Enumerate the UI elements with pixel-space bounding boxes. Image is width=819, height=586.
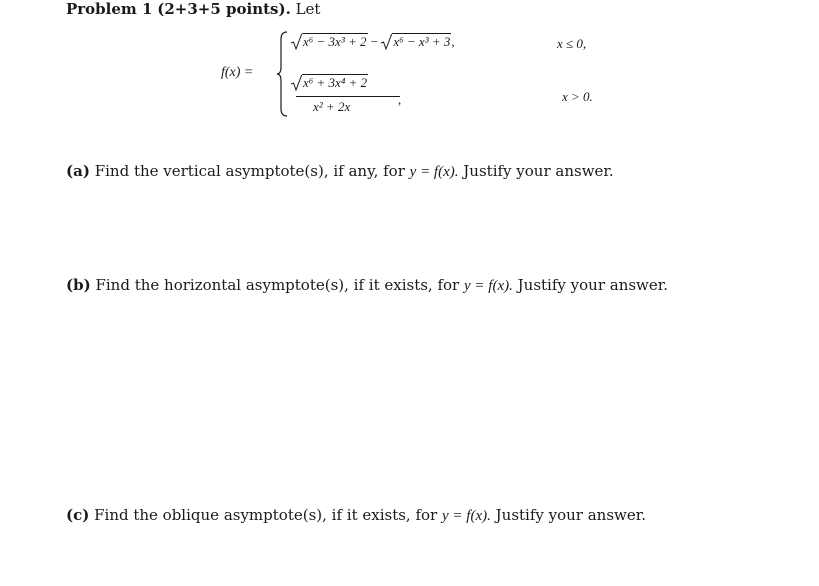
- part-b-question: [66, 276, 668, 295]
- piece-1-expression: [291, 33, 455, 50]
- piece-1-condition: x ≤ 0,: [557, 36, 587, 51]
- piece-2-denominator: x² + 2x: [313, 99, 351, 114]
- problem-label: Problem 1: [66, 0, 153, 18]
- part-c-question: [66, 506, 646, 525]
- problem-lead: Let: [295, 0, 321, 18]
- radical-icon: [291, 75, 302, 91]
- part-c-justify: Justify your answer.: [495, 506, 647, 524]
- part-a-justify: Justify your answer.: [463, 162, 614, 180]
- radicand-b: x⁶ − x³ + 3: [393, 34, 451, 49]
- radical-icon: [381, 34, 392, 50]
- problem-points: (2+3+5 points).: [157, 0, 291, 18]
- sqrt-term-b: [381, 33, 451, 50]
- sqrt-term-a: [291, 33, 368, 50]
- part-c-equation: y = f(x).: [442, 508, 491, 524]
- sqrt-numerator: [291, 74, 368, 91]
- piece-1-comma: ,: [451, 34, 455, 49]
- part-a-question: [66, 162, 614, 181]
- part-b-equation: y = f(x).: [464, 278, 513, 294]
- part-b-text: Find the horizontal asymptote(s), if it exists, for: [95, 276, 460, 294]
- minus-sign: −: [370, 34, 379, 49]
- part-c-label: (c): [66, 506, 90, 524]
- radicand-a: x⁶ − 3x³ + 2: [303, 34, 367, 49]
- part-a-label: (a): [66, 162, 90, 180]
- piece-2-numerator: [291, 74, 368, 91]
- radical-icon: [291, 34, 302, 50]
- radicand-numerator: x⁶ + 3x⁴ + 2: [303, 75, 368, 90]
- part-a-text: Find the vertical asymptote(s), if any, for: [94, 162, 405, 180]
- piece-2-comma: ,: [398, 92, 402, 107]
- left-brace: [277, 31, 289, 117]
- part-a-equation: y = f(x).: [409, 164, 459, 180]
- part-c-text: Find the oblique asymptote(s), if it exists, for: [94, 506, 438, 524]
- function-lhs: f(x) =: [221, 65, 254, 80]
- part-b-justify: Justify your answer.: [517, 276, 669, 294]
- fraction-bar: [296, 96, 400, 97]
- problem-heading: [66, 0, 320, 18]
- part-b-label: (b): [66, 276, 91, 294]
- piece-2-condition: x > 0.: [562, 89, 593, 104]
